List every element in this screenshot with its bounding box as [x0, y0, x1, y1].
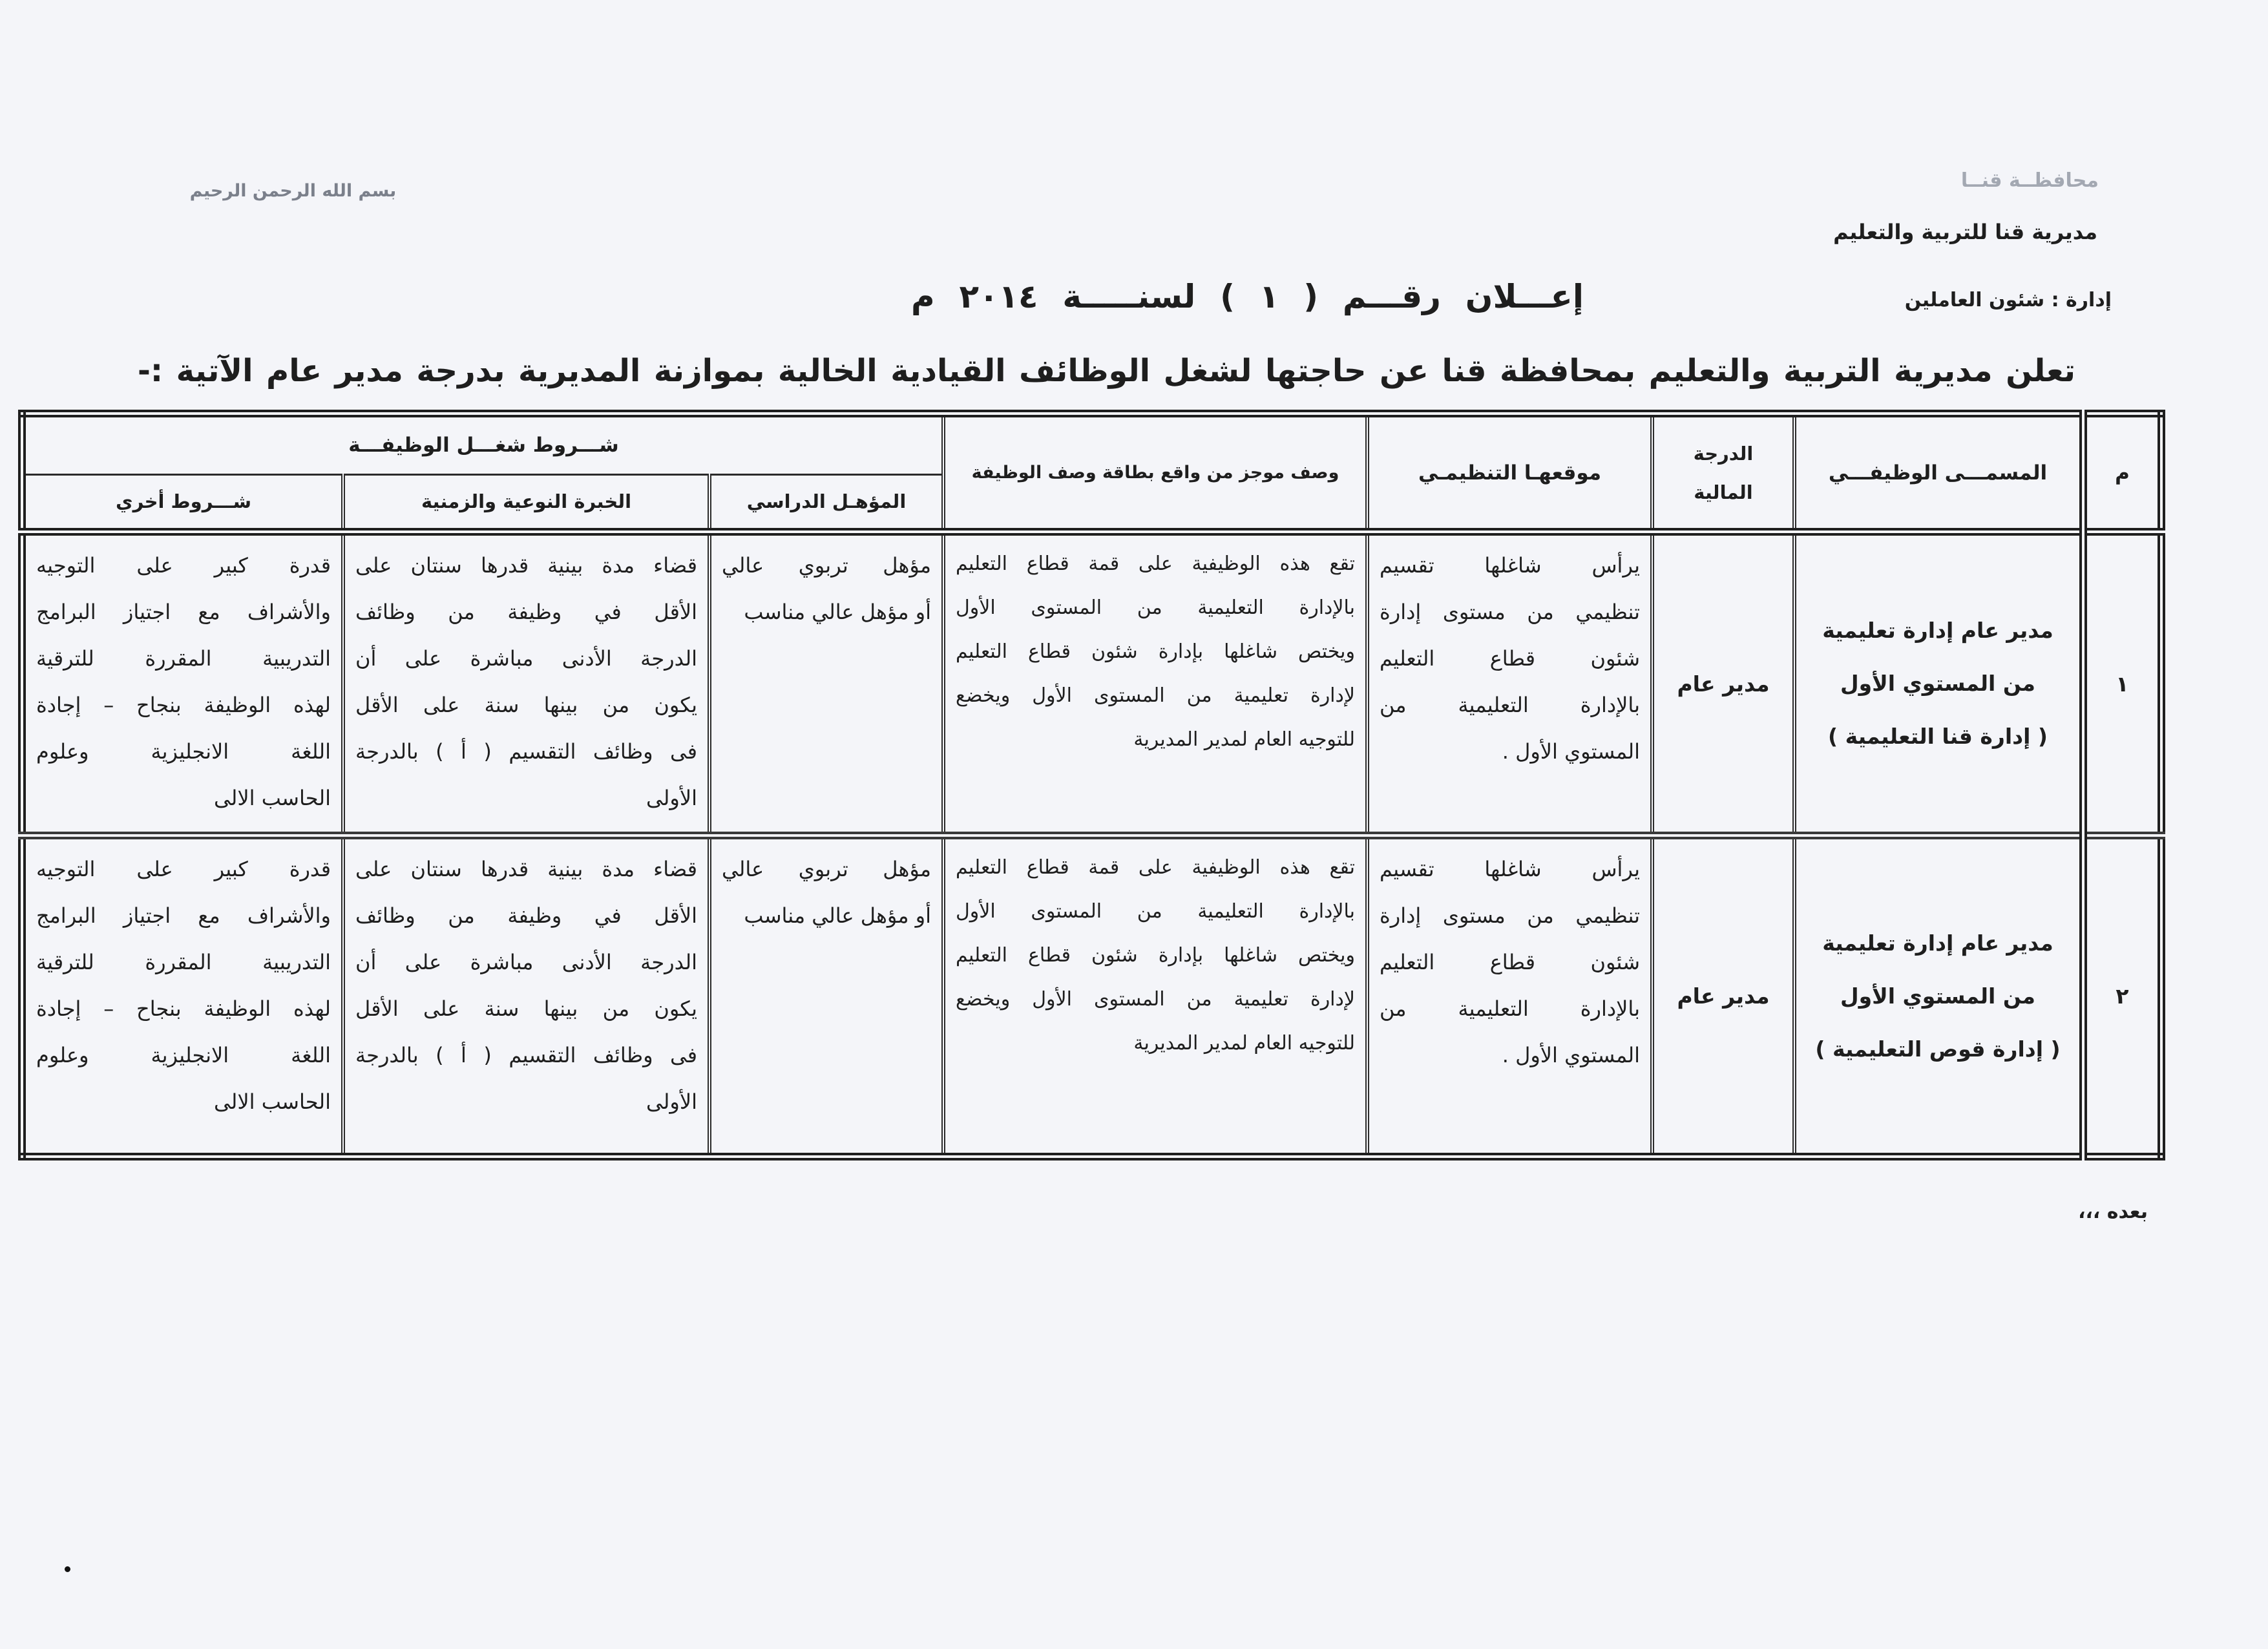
experience-line: يكون من بينها سنة على الأقل: [355, 693, 697, 717]
experience-line: الدرجة الأدنى مباشرة على أن: [355, 950, 697, 974]
other-conditions-line: الحاسب الالى: [213, 1089, 331, 1114]
vacancies-table: [18, 410, 2165, 1161]
description-line: لإدارة تعليمية من المستوى الأول ويخضع: [956, 988, 1355, 1011]
cell-org-position: [1367, 835, 1652, 1157]
description-line: ويختص شاغلها بإدارة شئون قطاع التعليم: [956, 640, 1355, 663]
qualification-line: مؤهل تربوي عالي: [722, 857, 931, 881]
other-conditions-line: والأشراف مع اجتياز البرامج: [36, 600, 331, 624]
org-position-line: المستوي الأول .: [1502, 739, 1640, 764]
qualification-line: أو مؤهل عالي مناسب: [744, 600, 931, 624]
org-position-line: بالإدارة التعليمية من: [1380, 996, 1640, 1021]
cell-experience: [343, 532, 709, 835]
experience-line: الدرجة الأدنى مباشرة على أن: [355, 646, 697, 671]
description-line: بالإدارة التعليمية من المستوى الأول: [956, 596, 1355, 619]
qualification-text: [711, 536, 941, 635]
header-description: وصف موجز من واقع بطاقة وصف الوظيفة: [943, 414, 1367, 532]
org-position-text: [1369, 536, 1650, 775]
table-row: [22, 532, 2161, 835]
header-qualification: المؤهـل الدراسي: [709, 474, 943, 532]
job-title-line: ( إدارة قوص التعليمية ): [1815, 1036, 2061, 1062]
cell-qualification: [709, 835, 943, 1157]
experience-line: فى وظائف التقسيم ( أ ) بالدرجة: [355, 739, 697, 764]
vacancies-table-container: [26, 410, 2165, 1153]
header-grade-line: المالية: [1694, 481, 1753, 503]
description-text: [945, 839, 1365, 1066]
header-org-position: موقعهـا التنظيمـي: [1367, 414, 1652, 532]
org-position-line: يرأس شاغلها تقسيم: [1380, 553, 1640, 578]
description-line: ويختص شاغلها بإدارة شئون قطاع التعليم: [956, 944, 1355, 967]
other-conditions-line: والأشراف مع اجتياز البرامج: [36, 903, 331, 928]
description-line: تقع هذه الوظيفية على قمة قطاع التعليم: [956, 552, 1355, 575]
cell-grade: [1652, 532, 1794, 835]
cell-number: [2083, 835, 2161, 1157]
job-title-line: مدير عام إدارة تعليمية: [1822, 930, 2053, 956]
org-position-line: شئون قطاع التعليم: [1380, 646, 1640, 671]
qualification-text: [711, 839, 941, 939]
other-conditions-line: لهذه الوظيفة بنجاح – إجادة: [36, 693, 331, 717]
experience-line: فى وظائف التقسيم ( أ ) بالدرجة: [355, 1043, 697, 1067]
experience-line: الأولى: [646, 1089, 697, 1114]
experience-line: الأقل في وظيفة من وظائف: [355, 903, 697, 928]
qualification-line: مؤهل تربوي عالي: [722, 553, 931, 578]
announcement-title: إعـــلان رقـــم ( ١ ) لسنـــــة ٢٠١٤ م: [911, 278, 1584, 315]
description-line: للتوجيه العام لمدير المديرية: [1133, 728, 1355, 751]
governorate-label: محافظــة قنــا: [1960, 169, 2099, 192]
cell-job-title: [1794, 835, 2083, 1157]
cell-org-position: [1367, 532, 1652, 835]
other-conditions-line: الحاسب الالى: [213, 786, 331, 810]
row-number: ٢: [2116, 983, 2129, 1009]
job-title-text: [1796, 604, 2079, 763]
description-line: تقع هذه الوظيفية على قمة قطاع التعليم: [956, 856, 1355, 879]
basmala: بسم الله الرحمن الرحيم: [189, 181, 397, 201]
other-conditions-line: قدرة كبير على التوجيه: [36, 553, 331, 578]
announcement-intro: تعلن مديرية التربية والتعليم بمحافظة قنا عن حاجتها لشغل الوظائف القيادية الخالية بموازنة المديرية بدرجة مدير عام الآتية :-: [138, 353, 2075, 389]
other-conditions-text: [26, 839, 341, 1125]
org-position-line: تنظيمي من مستوى إدارة: [1380, 903, 1640, 928]
other-conditions-line: لهذه الوظيفة بنجاح – إجادة: [36, 996, 331, 1021]
job-title-text: [1796, 917, 2079, 1076]
header-other-conditions: شـــروط أخري: [22, 474, 343, 532]
description-text: [945, 536, 1365, 762]
description-line: بالإدارة التعليمية من المستوى الأول: [956, 900, 1355, 923]
org-position-line: يرأس شاغلها تقسيم: [1380, 857, 1640, 881]
row-number: ١: [2116, 671, 2129, 697]
org-position-line: تنظيمي من مستوى إدارة: [1380, 600, 1640, 624]
cell-other-conditions: [22, 532, 343, 835]
grade-text: مدير عام: [1677, 671, 1770, 697]
header-job-conditions: شـــروط شغـــل الوظيفـــة: [22, 414, 943, 474]
header-number: م: [2083, 414, 2161, 532]
other-conditions-line: التدريبية المقررة للترقية: [36, 950, 331, 974]
org-position-line: شئون قطاع التعليم: [1380, 950, 1640, 974]
description-line: لإدارة تعليمية من المستوى الأول ويخضع: [956, 684, 1355, 707]
org-position-line: المستوي الأول .: [1502, 1043, 1640, 1067]
header-experience: الخبرة النوعية والزمنية: [343, 474, 709, 532]
experience-line: الأقل في وظيفة من وظائف: [355, 600, 697, 624]
experience-line: قضاء مدة بينية قدرها سنتان على: [355, 553, 697, 578]
cell-grade: [1652, 835, 1794, 1157]
directorate-label: مديرية قنا للتربية والتعليم: [1833, 220, 2097, 244]
scan-speck: [65, 1566, 70, 1572]
other-conditions-line: اللغة الانجليزية وعلوم: [36, 1043, 331, 1067]
experience-line: يكون من بينها سنة على الأقل: [355, 996, 697, 1021]
header-grade: [1652, 414, 1794, 532]
experience-text: [345, 536, 708, 821]
cell-description: [943, 835, 1367, 1157]
header-grade-text: [1654, 434, 1792, 512]
department-label: إدارة : شئون العاملين: [1904, 289, 2112, 311]
cell-qualification: [709, 532, 943, 835]
cell-other-conditions: [22, 835, 343, 1157]
table-header-row: [22, 414, 2161, 474]
other-conditions-line: اللغة الانجليزية وعلوم: [36, 739, 331, 764]
org-position-line: بالإدارة التعليمية من: [1380, 693, 1640, 717]
header-grade-line: الدرجة: [1693, 442, 1754, 465]
continued-note: بعده ،،،: [2078, 1201, 2148, 1223]
job-title-line: ( إدارة قنا التعليمية ): [1828, 724, 2048, 749]
other-conditions-text: [26, 536, 341, 821]
org-position-text: [1369, 839, 1650, 1078]
cell-number: [2083, 532, 2161, 835]
description-line: للتوجيه العام لمدير المديرية: [1133, 1032, 1355, 1055]
cell-job-title: [1794, 532, 2083, 835]
qualification-line: أو مؤهل عالي مناسب: [744, 903, 931, 928]
job-title-line: من المستوي الأول: [1840, 671, 2035, 696]
cell-experience: [343, 835, 709, 1157]
job-title-line: من المستوي الأول: [1840, 983, 2035, 1009]
header-job-title: المسمـــى الوظيفـــي: [1794, 414, 2083, 532]
grade-text: مدير عام: [1677, 983, 1770, 1009]
experience-line: الأولى: [646, 786, 697, 810]
experience-line: قضاء مدة بينية قدرها سنتان على: [355, 857, 697, 881]
job-title-line: مدير عام إدارة تعليمية: [1822, 618, 2053, 643]
experience-text: [345, 839, 708, 1125]
other-conditions-line: التدريبية المقررة للترقية: [36, 646, 331, 671]
other-conditions-line: قدرة كبير على التوجيه: [36, 857, 331, 881]
table-row: [22, 835, 2161, 1157]
cell-description: [943, 532, 1367, 835]
